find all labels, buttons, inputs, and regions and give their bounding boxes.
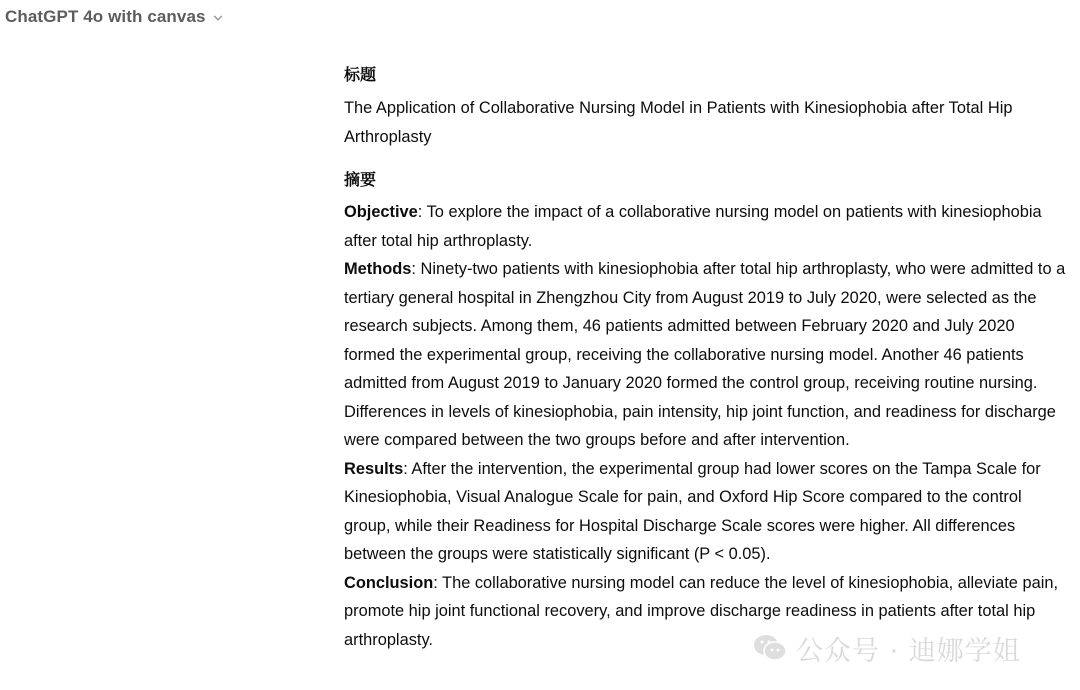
abstract-body bbox=[344, 198, 1070, 654]
methods-text: : Ninety-two patients with kinesiophobia after total hip arthroplasty, who were admitted to a tertiary general hospital in Zhengzhou City from August 2019 to July 2020, were selected as the research subjects. Among them, 46 patients admitted between February 2020 and July 2020 formed the experimental group, receiving the collaborative nursing model. Another 46 patients admitted from August 2019 to January 2020 formed the control group, receiving routine nursing. Differences in levels of kinesiophobia, pain intensity, hip joint function, and readiness for discharge were compared between the two groups before and after intervention. bbox=[344, 260, 1066, 449]
watermark-text: 公众号 · 迪娜学姐 bbox=[796, 635, 1021, 667]
abstract-results bbox=[344, 455, 1070, 569]
model-title: ChatGPT 4o with canvas bbox=[5, 7, 206, 26]
conclusion-text: : The collaborative nursing model can reduce the level of kinesiophobia, alleviate pain, promote hip joint functional recovery, and improve discharge readiness in patients after total hip arthroplasty. bbox=[344, 573, 1058, 649]
abstract-conclusion bbox=[344, 569, 1070, 655]
results-text: : After the intervention, the experimental group had lower scores on the Tampa Scale for Kinesiophobia, Visual Analogue Scale for pain, and Oxford Hip Score compared to the control group, while their Readiness for Hospital Discharge Scale scores were higher. All differences between the groups were statistically significant (P < 0.05). bbox=[344, 459, 1041, 563]
abstract-objective bbox=[344, 198, 1070, 255]
results-label: Results bbox=[344, 459, 404, 478]
title-heading: 标题 bbox=[344, 67, 377, 84]
objective-label: Objective bbox=[344, 203, 418, 221]
paper-title: The Application of Collaborative Nursing Model in Patients with Kinesiophobia after Total Hip Arthroplasty bbox=[344, 99, 1013, 146]
abstract-methods bbox=[344, 255, 1070, 455]
model-selector[interactable] bbox=[5, 5, 223, 29]
abstract-heading: 摘要 bbox=[344, 172, 377, 189]
canvas-document bbox=[344, 62, 1070, 654]
conclusion-label: Conclusion bbox=[344, 573, 434, 592]
methods-label: Methods bbox=[344, 260, 412, 278]
objective-text: : To explore the impact of a collaborative nursing model on patients with kinesiophobia after total hip arthroplasty. bbox=[344, 203, 1042, 250]
chevron-down-icon bbox=[213, 13, 223, 23]
